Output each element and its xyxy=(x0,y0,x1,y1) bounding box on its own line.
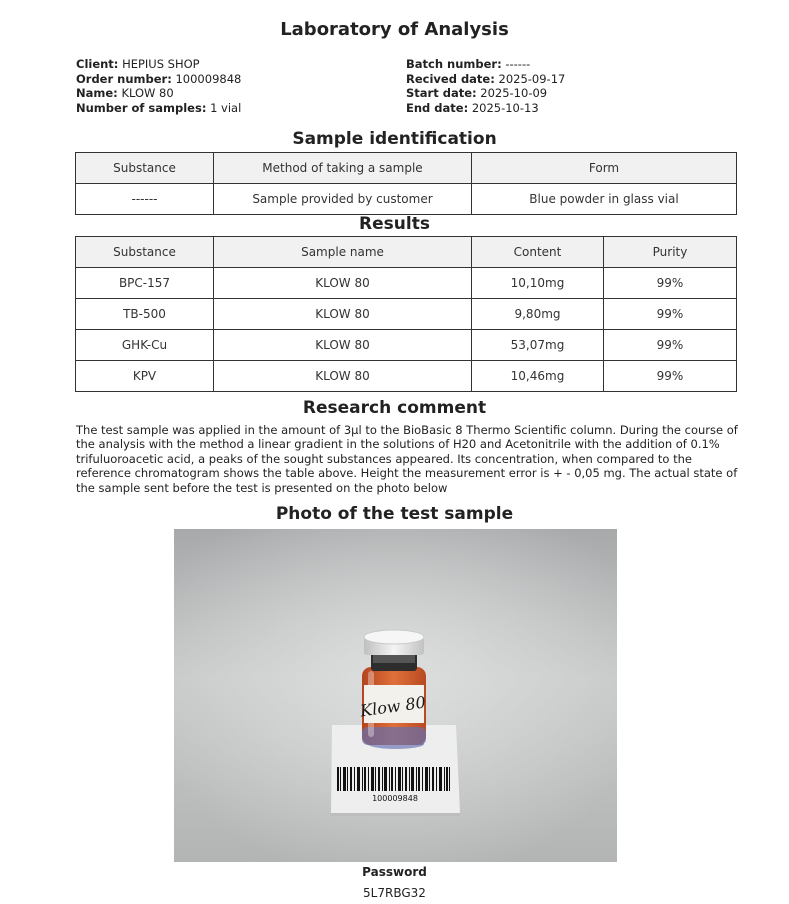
table-header-row xyxy=(76,237,737,268)
table-cell: ------ xyxy=(76,184,214,215)
order-number-row: Order number: 100009848 xyxy=(76,71,242,86)
table-cell: Blue powder in glass vial xyxy=(472,184,737,215)
table-cell: GHK-Cu xyxy=(76,330,214,361)
end-date-row: End date: 2025-10-13 xyxy=(406,100,539,115)
table-header-row xyxy=(76,153,737,184)
table-row xyxy=(76,330,737,361)
start-date-row: Start date: 2025-10-09 xyxy=(406,86,548,100)
table-cell: KPV xyxy=(76,361,214,392)
table-cell: KLOW 80 xyxy=(214,330,472,361)
table-cell: 99% xyxy=(604,361,737,392)
table-row xyxy=(76,299,737,330)
vial-handwritten-label: Klow 80 xyxy=(359,692,427,721)
research-comment-text: The test sample was applied in the amount of 3µl to the BioBasic 8 Thermo Scientific column. During the course of the analysis with the method a linear gradient in the solutions of H20 and Acetonitrile with the addition of 0.1% trifuluoroacetic acid, a peaks of the sought substances appeared. Its concentration, when compared to the reference chromatogram shows the table above. Height the measurement error is + - 0,05 mg. The actual state of the sample sent before the test is presented on the photo below xyxy=(76,423,738,495)
sample-identification-heading: Sample identification xyxy=(292,129,497,149)
table-cell: 99% xyxy=(604,330,737,361)
number-of-samples-row: Number of samples: 1 vial xyxy=(76,100,242,115)
results-table xyxy=(75,236,737,392)
table-cell: Sample provided by customer xyxy=(214,184,472,215)
column-header: Sample name xyxy=(214,237,472,268)
table-cell: 99% xyxy=(604,299,737,330)
table-cell: 10,46mg xyxy=(472,361,604,392)
name-row: Name: KLOW 80 xyxy=(76,86,174,100)
table-cell: BPC-157 xyxy=(76,268,214,299)
batch-info xyxy=(406,57,565,115)
received-date-row: Recived date: 2025-09-17 xyxy=(406,71,566,86)
table-cell: 10,10mg xyxy=(472,268,604,299)
barcode-number: 100009848 xyxy=(372,794,418,803)
sample-photo xyxy=(174,529,617,862)
research-comment-heading: Research comment xyxy=(302,398,487,418)
column-header: Content xyxy=(472,237,604,268)
batch-number-row: Batch number: ------ xyxy=(406,57,531,71)
client-row: Client: HEPIUS SHOP xyxy=(76,57,200,71)
table-row xyxy=(76,268,737,299)
table-cell: 9,80mg xyxy=(472,299,604,330)
photo-heading: Photo of the test sample xyxy=(275,504,514,524)
column-header: Substance xyxy=(76,237,214,268)
client-info xyxy=(76,57,241,115)
column-header: Method of taking a sample xyxy=(214,153,472,184)
vial xyxy=(358,630,427,749)
table-cell: KLOW 80 xyxy=(214,268,472,299)
table-cell: KLOW 80 xyxy=(214,361,472,392)
table-row xyxy=(76,361,737,392)
sample-identification-table xyxy=(75,152,737,215)
table-row xyxy=(76,184,737,215)
results-heading: Results xyxy=(359,214,430,234)
table-cell: 53,07mg xyxy=(472,330,604,361)
column-header: Purity xyxy=(604,237,737,268)
password-label: Password xyxy=(362,865,427,879)
password-value: 5L7RBG32 xyxy=(363,886,426,900)
page-title: Laboratory of Analysis xyxy=(280,19,509,40)
column-header: Form xyxy=(472,153,737,184)
column-header: Substance xyxy=(76,153,214,184)
table-cell: TB-500 xyxy=(76,299,214,330)
table-cell: 99% xyxy=(604,268,737,299)
table-cell: KLOW 80 xyxy=(214,299,472,330)
